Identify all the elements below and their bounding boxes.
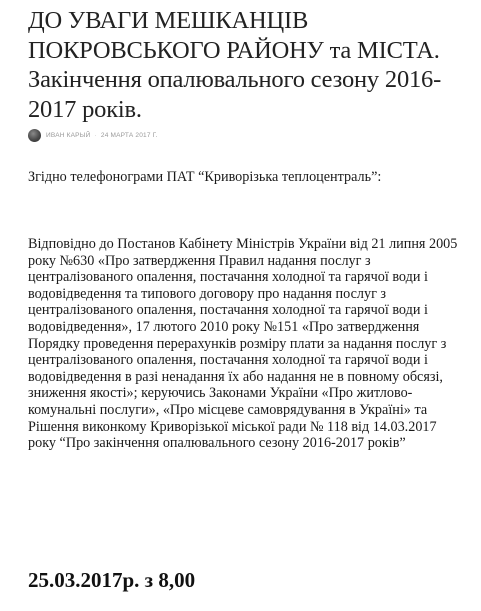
article-title: ДО УВАГИ МЕШКАНЦІВ ПОКРОВСЬКОГО РАЙОНУ та МІСТА. Закінчення опалювального сезону 2016-2017 років. (28, 7, 442, 123)
intro-paragraph: Згідно телефонограми ПАТ “Криворізька теплоцентраль”: (28, 169, 382, 185)
date-announcement: 25.03.2017р. з 8,00 (28, 568, 196, 592)
meta-separator: · (94, 131, 97, 139)
article-meta (28, 128, 158, 142)
body-paragraph: Відповідно до Постанов Кабінету Міністрів України від 21 липня 2005 року №630 «Про затвердження Правил надання послуг з централізованого опалення, постачання холодної та гарячої води і водовідведення та типового договору про надання послуг з централізованого опалення, постачання холодної та гарячої води і водовідведення», 17 лютого 2010 року №151 «Про затвердження Порядку проведення перерахунків розміру плати за надання послуг з централізованого опалення, постачання холодної та гарячої води і водовідведення в разі ненадання їх або надання не в повному обсязі, зниження якості»; керуючись Законами України «Про житлово-комунальні послуги», «Про місцеве самоврядування в Україні» та Рішення виконкому Криворізької міської ради № 118 від 14.03.2017 року “Про закінчення опалювального сезону 2016-2017 років” (28, 236, 458, 452)
publish-date: 24 МАРТА 2017 Г. (100, 131, 158, 139)
author-name[interactable]: ИВАН КАРЫЙ (46, 131, 91, 139)
avatar[interactable] (28, 129, 41, 142)
